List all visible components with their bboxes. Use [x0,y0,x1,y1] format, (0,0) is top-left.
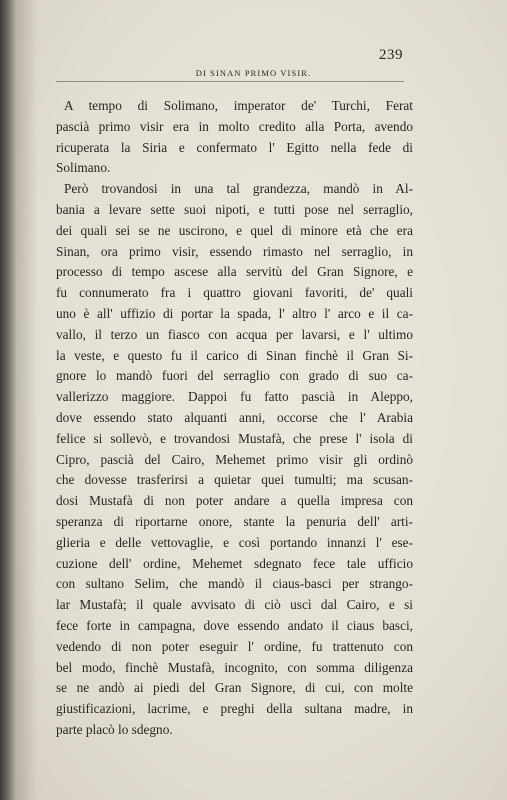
text-line: con sultano Selim, che mandò il ciaus-basci per strango- [56,576,413,592]
paragraph-2 [56,179,413,741]
page-number: 239 [379,47,403,63]
text-line: fece forte in campagna, dove essendo andato il ciaus basci, [56,617,413,633]
text-line: gnore lo mandò fuori del serraglio con grado di suo ca- [56,368,413,384]
binding-gutter [0,0,16,800]
text-body [56,96,413,741]
text-line: speranza di riportarne onore, stante la penuria dell' arti- [56,513,413,529]
header-rule [56,81,404,82]
text-line: dei quali sei se ne uscirono, e quel di minore età che era [56,222,413,238]
text-line: lar Mustafà; il quale avvisato di ciò uscì dal Cairo, e si [56,597,413,613]
text-line: Sinan, ora primo visir, essendo rimasto nel serraglio, in [56,243,413,259]
text-line: Solimano. [56,160,111,176]
text-line: dosi Mustafà di non poter andare a quella impresa con [56,493,413,509]
text-line: Però trovandosi in una tal grandezza, mandò in Al- [64,181,413,197]
text-line: vallerizzo maggiore. Dappoi fu fatto pascià in Aleppo, [56,389,413,405]
text-line: uno è all' uffizio di portar la spada, l' altro l' arco e il ca- [56,305,413,321]
text-line: vedendo di non poter eseguir l' ordine, fu trattenuto con [56,638,413,654]
text-line: cuzione dell' ordine, Mehemet sdegnato fece tale ufficio [56,555,413,571]
text-line: che dovesse trasferirsi a quietar quei tumulti; ma scusan- [56,472,413,488]
text-line: glieria e delle vettovaglie, e così portando innanzi l' ese- [56,534,413,550]
gutter-shadow [16,0,38,800]
text-line: parte placò lo sdegno. [56,721,173,737]
text-line: processo di tempo ascese alla servitù del Gran Signore, e [56,264,413,280]
text-line: dove essendo stato alquanti anni, occorse che l' Arabia [56,409,413,425]
text-line: bel modo, finchè Mustafà, incognito, con somma diligenza [56,659,413,675]
text-line: felice si sollevò, e trovandosi Mustafà, che prese l' isola di [56,430,413,446]
paragraph-1 [56,96,413,179]
text-line: A tempo di Solimano, imperator de' Turchi, Ferat [64,98,413,113]
text-line: bania a levare sette suoi nipoti, e tutti pose nel serraglio, [56,201,413,217]
text-line: ricuperata la Siria e confermato l' Egitto nella fede di [56,139,413,155]
text-line: giustificazioni, lacrime, e preghi della sultana madre, in [56,701,413,717]
text-line: Cipro, pascià del Cairo, Mehemet primo visir gli ordinò [56,451,413,467]
text-line: vallo, il terzo un fiasco con acqua per lavarsi, e l' ultimo [56,326,413,342]
text-line: pascià primo visir era in molto credito alla Porta, avendo [56,118,413,134]
text-line: se ne andò ai piedi del Gran Signore, di cui, con molte [56,680,413,696]
text-line: la veste, e questo fu il carico di Sinan finchè il Gran Si- [56,347,413,363]
running-head: DI SINAN PRIMO VISIR. [195,68,312,78]
text-line: fu connumerato fra i quattro giovani favoriti, de' quali [56,285,413,301]
